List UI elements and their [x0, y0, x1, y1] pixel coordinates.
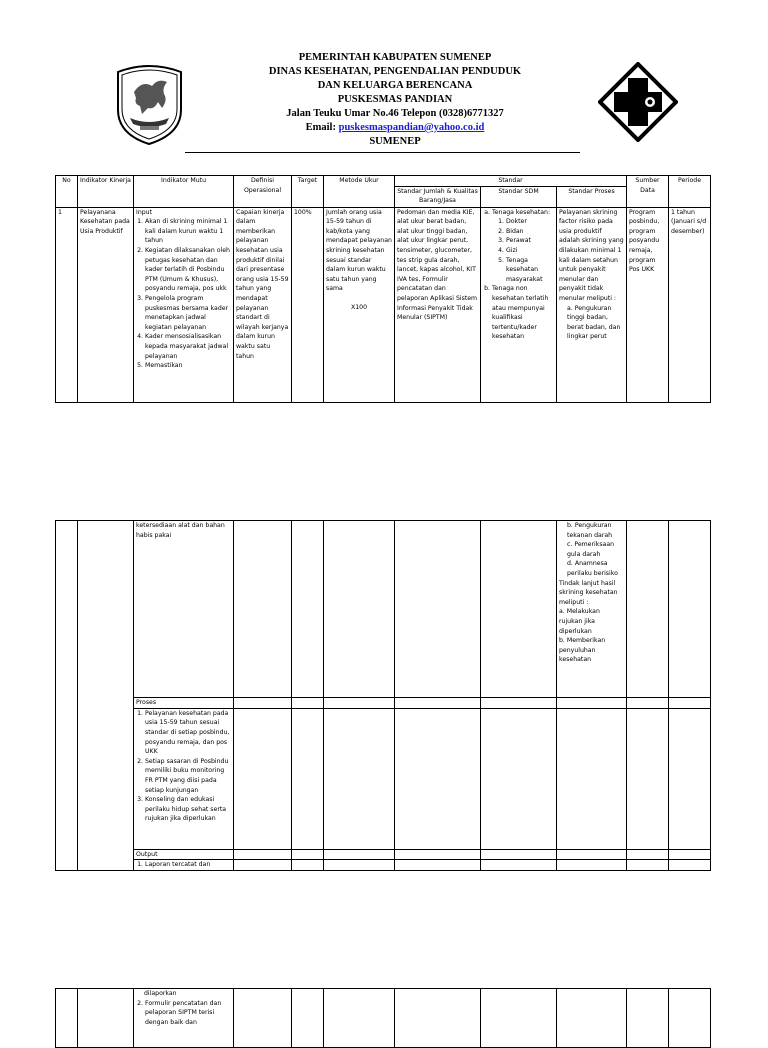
cell-target [292, 521, 324, 698]
kop-address: Jalan Teuku Umar No.46 Telepon (0328)6771327 [286, 108, 504, 119]
letterhead [0, 50, 768, 160]
kop-line: PEMERINTAH KABUPATEN SUMENEP [298, 52, 492, 63]
header-target: Target [292, 176, 324, 208]
list-item: 1. Dokter [506, 217, 554, 227]
cell-indikator-mutu [134, 207, 234, 402]
header-standar-proses: Standar Proses [557, 186, 627, 207]
kop-city: SUMENEP [369, 136, 421, 147]
indicator-table-page-3 [55, 988, 711, 1048]
list-item: 3. Konseling dan edukasi perilaku hidup sehat serta rujukan jika diperlukan [145, 795, 231, 824]
cell-metode [324, 521, 395, 698]
sdm-a-sublist [492, 217, 554, 284]
cell-definisi [234, 521, 292, 698]
kop-line: DAN KELUARGA BERENCANA [317, 80, 473, 91]
cell-standar-sdm [481, 207, 557, 402]
metode-multiplier: X100 [350, 303, 368, 311]
table-row [56, 708, 711, 849]
list-item: Tindak lanjut hasil skrining kesehatan meliputi : [559, 579, 618, 606]
sdm-a-label: Tenaga kesehatan: [492, 208, 551, 216]
cell-sumber [627, 521, 669, 698]
cell-metode [324, 207, 395, 402]
metode-text: Jumlah orang usia 15-59 tahun di kab/kota yang mendapat pelayanan skrining kesehatan sesuai standar dalam kurun waktu satu tahun yang sama [326, 208, 392, 293]
header-standar-jumlah: Standar Jumlah & Kualitas Barang/Jasa [395, 186, 481, 207]
table-row [56, 860, 711, 871]
header-metode: Metode Ukur [324, 176, 395, 208]
list-item: c. Pemeriksaan gula darah [567, 541, 615, 558]
output-list-cont [136, 999, 231, 1028]
list-item: 5. Memastikan [145, 361, 231, 371]
cell-indikator-mutu [134, 708, 234, 849]
cell-standar-jumlah: Pedoman dan media KIE, alat ukur berat badan, alat ukur tinggi badan, alat ukur lingkar perut, tensimeter, glucometer, tes strip gula darah, lancet, kapas alcohol, KIT IVA tes, Formulir pencatatan dan pelaporan Aplikasi Sistem Informasi Penyakit Tidak Menular (SIPTM) [395, 207, 481, 402]
kop-line: DINAS KESEHATAN, PENGENDALIAN PENDUDUK [268, 66, 522, 77]
list-item: d. Anamnesa perilaku berisiko [567, 560, 618, 577]
list-item: b. Memberikan penyuluhan kesehatan [559, 637, 606, 664]
indicator-table-page-2 [55, 520, 711, 871]
proses-item: a. Pengukuran tinggi badan, berat badan, dan lingkar perut [567, 304, 621, 341]
table-row [56, 521, 711, 698]
kop-line: PUSKESMAS PANDIAN [337, 94, 453, 105]
list-item: 4. Gizi [506, 246, 554, 256]
cell-indikator-kinerja [78, 989, 134, 1048]
sdm-list [483, 208, 554, 342]
header-indikator-kinerja: Indikator Kinerja [78, 176, 134, 208]
input-label: Input [136, 208, 153, 216]
header-sumber: Sumber Data [627, 176, 669, 208]
list-item: 1. Laporan tercatat dan [145, 860, 231, 870]
header-no: No [56, 176, 78, 208]
list-item: 3. Pengelola program puskesmas bersama kader menetapkan jadwal kegiatan pelayanan [145, 294, 231, 332]
list-item: b. Pengukuran tekanan darah [567, 522, 613, 539]
cell-no [56, 989, 78, 1048]
cell-section-label: Output [134, 849, 234, 860]
letterhead-text [200, 51, 590, 149]
cell-standar-proses [557, 521, 627, 698]
table-row [56, 207, 711, 402]
cell-target: 100% [292, 207, 324, 402]
list-item: 5. Tenaga kesehatan masyarakat [506, 256, 554, 285]
cell-section-label: Proses [134, 698, 234, 709]
input-list [136, 217, 231, 371]
mutu-continuation: dilaporkan [144, 990, 177, 997]
header-standar: Standar [395, 176, 627, 187]
list-item: 1. Akan di skrining minimal 1 kali dalam kurun waktu 1 tahun [145, 217, 231, 246]
list-item: 2. Setiap sasaran di Posbindu memiliki buku monitoring FR PTM yang diisi pada setiap kunjungan [145, 757, 231, 795]
proses-continuation-list [559, 521, 624, 665]
cell-no: 1 [56, 207, 78, 402]
header-standar-sdm: Standar SDM [481, 186, 557, 207]
cell-no [56, 521, 78, 871]
cell-definisi: Capaian kinerja dalam memberikan pelayanan kesehatan usia produktif dinilai dari presentase orang usia 15-59 tahun yang mendapat pelayanan standart di wilayah kerjanya dalam kurun waktu satu tahun [234, 207, 292, 402]
table-row [56, 849, 711, 860]
list-item: a. Melakukan rujukan jika diperlukan [559, 608, 600, 635]
header-indikator-mutu: Indikator Mutu [134, 176, 234, 208]
cell-indikator-mutu: ketersediaan alat dan bahan habis pakai [134, 521, 234, 698]
email-link[interactable]: puskesmaspandian@yahoo.co.id [338, 122, 485, 133]
email-label: Email: [305, 122, 339, 133]
list-item [492, 208, 554, 285]
indicator-table-page-1 [55, 175, 711, 403]
table-row [56, 989, 711, 1048]
cell-indikator-kinerja [78, 521, 134, 871]
list-item: 3. Perawat [506, 236, 554, 246]
kop-email-line [200, 121, 590, 135]
list-item: 4. Kader mensosialisasikan kepada masyarakat jadwal pelayanan [145, 332, 231, 361]
list-item: 1. Pelayanan kesehatan pada usia 15-59 tahun sesuai standar di setiap posbindu, posyandu remaja, dan pos UKK [145, 709, 231, 757]
cell-indikator-kinerja: Pelayanana Kesehatan pada Usia Produktif [78, 207, 134, 402]
list-item: 2. Kegiatan dilaksanakan oleh petugas kesehatan dan kader terlatih di Posbindu PTM (Umum & Khusus), posyandu remaja, pos ukk [145, 246, 231, 294]
cell-periode: 1 tahun (Januari s/d desember) [669, 207, 711, 402]
list-item: 2. Bidan [506, 227, 554, 237]
puskesmas-cross-logo [598, 62, 678, 142]
cell-sumber: Program posbindu, program posyandu remaja, program Pos UKK [627, 207, 669, 402]
proses-text: Pelayanan skrining factor risiko pada usia produktif adalah skrining yang dilakukan minimal 1 kali dalam setahun untuk penyakit menular dan penyakit tidak menular meliputi : [559, 208, 624, 302]
letterhead-divider [185, 152, 580, 153]
proses-list [136, 709, 231, 824]
regency-crest-logo [112, 62, 187, 146]
cell-standar-jumlah [395, 521, 481, 698]
header-periode: Periode [669, 176, 711, 208]
header-definisi: Definisi Operasional [234, 176, 292, 208]
cell-standar-sdm [481, 521, 557, 698]
output-list [136, 860, 231, 870]
cell-indikator-mutu [134, 989, 234, 1048]
cell-periode [669, 521, 711, 698]
list-item: b. Tenaga non kesehatan terlatih atau mempunyai kualifikasi tertentu/kader kesehatan [492, 284, 554, 342]
cell-standar-proses [557, 207, 627, 402]
list-item: 2. Formulir pencatatan dan pelaporan SIPTM terisi dengan baik dan [145, 999, 231, 1028]
table-row [56, 698, 711, 709]
cell-indikator-mutu [134, 860, 234, 871]
